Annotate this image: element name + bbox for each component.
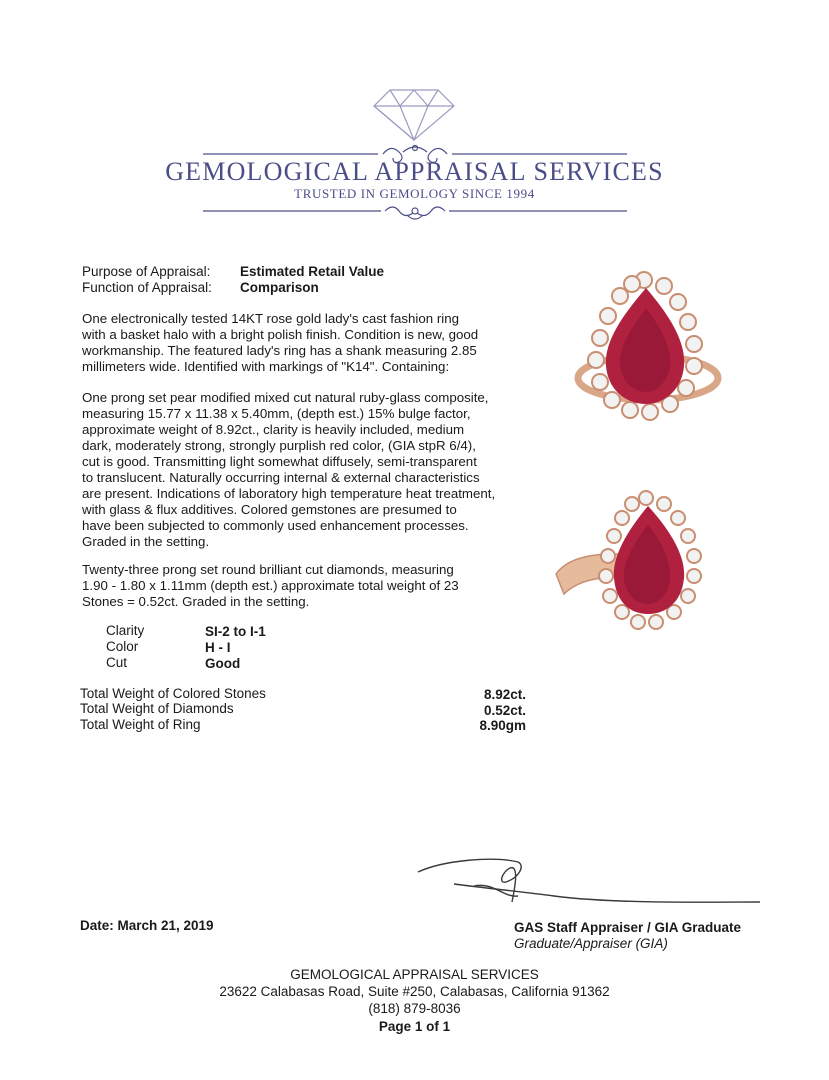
stone-desc-line: approximate weight of 8.92ct., clarity is heavily included, medium xyxy=(82,422,465,437)
function-label: Function of Appraisal: xyxy=(82,280,212,295)
grade-value-color: H - I xyxy=(205,640,231,655)
purpose-value: Estimated Retail Value xyxy=(240,264,385,279)
ring-description xyxy=(82,311,522,375)
grade-value-clarity: SI-2 to I-1 xyxy=(205,624,266,639)
purpose-label: Purpose of Appraisal: xyxy=(82,264,211,279)
ring-photo-side xyxy=(550,484,720,644)
stone-desc-line: with glass & flux additives. Colored gemstones are presumed to xyxy=(82,502,457,517)
stone-desc-line: to translucent. Naturally occurring internal & external characteristics xyxy=(82,470,480,485)
grade-value-cut: Good xyxy=(205,656,241,671)
ring-desc-line: with a basket halo with a bright polish finish. Condition is new, good xyxy=(82,327,479,342)
bottom-flourish-divider xyxy=(203,200,627,224)
stone-desc-line: One prong set pear modified mixed cut natural ruby-glass composite, xyxy=(82,390,489,405)
total-label-ring: Total Weight of Ring xyxy=(80,717,201,732)
ring-desc-line: workmanship. The featured lady's ring has a shank measuring 2.85 xyxy=(82,343,477,358)
appraiser-signature xyxy=(414,852,764,916)
page-number: Page 1 of 1 xyxy=(378,1019,451,1034)
total-value-diamonds: 0.52ct. xyxy=(483,703,526,718)
stone-desc-line: cut is good. Transmitting light somewhat diffusely, semi-transparent xyxy=(82,454,477,469)
total-value-colored: 8.92ct. xyxy=(483,687,526,702)
grade-label-clarity: Clarity xyxy=(106,623,145,638)
diamond-description xyxy=(82,562,522,610)
stone-desc-line: dark, moderately strong, strongly purplish red color, (GIA stpR 6/4), xyxy=(82,438,476,453)
diamond-desc-line: Stones = 0.52ct. Graded in the setting. xyxy=(82,594,310,609)
function-value: Comparison xyxy=(240,280,319,295)
total-value-ring: 8.90gm xyxy=(479,718,526,733)
stone-desc-line: measuring 15.77 x 11.38 x 5.40mm, (depth est.) 15% bulge factor, xyxy=(82,406,471,421)
total-label-diamonds: Total Weight of Diamonds xyxy=(80,701,234,716)
total-label-colored: Total Weight of Colored Stones xyxy=(80,686,266,701)
footer-phone: (818) 879-8036 xyxy=(368,1001,461,1016)
ring-photo-top xyxy=(560,258,730,433)
appraisal-date: Date: March 21, 2019 xyxy=(80,918,214,933)
diamond-desc-line: Twenty-three prong set round brilliant cut diamonds, measuring xyxy=(82,562,454,577)
footer-company: GEMOLOGICAL APPRAISAL SERVICES xyxy=(290,967,539,982)
org-tagline: TRUSTED IN GEMOLOGY SINCE 1994 xyxy=(294,186,535,201)
diamond-desc-line: 1.90 - 1.80 x 1.11mm (depth est.) approximate total weight of 23 xyxy=(82,578,459,593)
ring-desc-line: millimeters wide. Identified with markings of "K14". Containing: xyxy=(82,359,450,374)
stone-description xyxy=(82,390,522,550)
org-title: GEMOLOGICAL APPRAISAL SERVICES xyxy=(165,157,664,186)
appraiser-subtitle: Graduate/Appraiser (GIA) xyxy=(514,936,668,951)
diamond-logo-icon xyxy=(372,86,456,142)
grade-label-color: Color xyxy=(106,639,139,654)
stone-desc-line: are present. Indications of laboratory high temperature heat treatment, xyxy=(82,486,496,501)
stone-desc-line: have been subjected to commonly used enhancement processes. xyxy=(82,518,469,533)
ring-desc-line: One electronically tested 14KT rose gold lady's cast fashion ring xyxy=(82,311,460,326)
stone-desc-line: Graded in the setting. xyxy=(82,534,210,549)
appraiser-title: GAS Staff Appraiser / GIA Graduate xyxy=(514,920,742,935)
grade-label-cut: Cut xyxy=(106,655,128,670)
footer-address: 23622 Calabasas Road, Suite #250, Calabasas, California 91362 xyxy=(219,984,610,999)
